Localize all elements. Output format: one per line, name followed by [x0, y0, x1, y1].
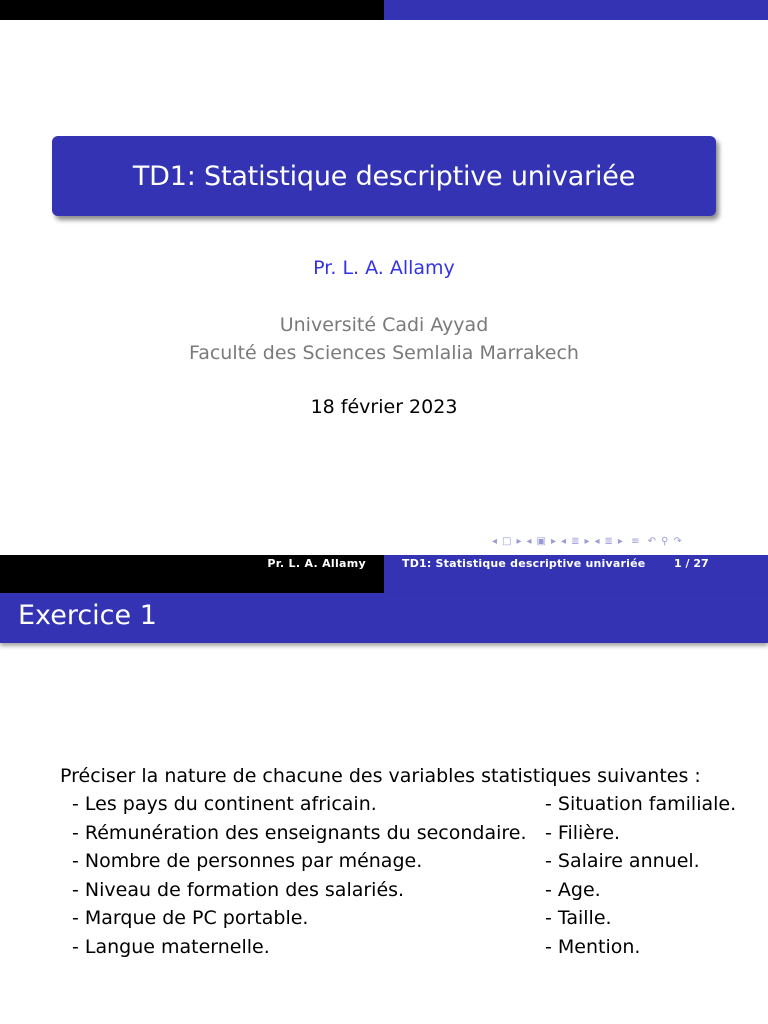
- institution-university: Université Cadi Ayyad: [279, 314, 489, 336]
- beamer-navigation-bar: [492, 535, 762, 549]
- nav-prev-toc-icon[interactable]: ◂: [594, 536, 600, 547]
- footer-author: Pr. L. A. Allamy: [267, 557, 366, 570]
- nav-next-section-icon[interactable]: ▸: [584, 536, 590, 547]
- nav-next-subsection-icon[interactable]: ▸: [551, 536, 557, 547]
- list-item: - Rémunération des enseignants du secondaire.: [72, 821, 527, 844]
- nav-search-icon[interactable]: ⚲: [661, 536, 669, 547]
- nav-prev-subsection-icon[interactable]: ◂: [526, 536, 532, 547]
- header-strip-right: [384, 0, 768, 20]
- list-item: - Mention.: [545, 935, 641, 958]
- author-link[interactable]: Pr. L. A. Allamy: [313, 257, 455, 279]
- header-strip: [0, 0, 768, 20]
- nav-undo-icon[interactable]: ↷: [673, 536, 682, 547]
- nav-next-toc-icon[interactable]: ▸: [617, 536, 623, 547]
- list-item: - Age.: [545, 878, 601, 901]
- exercise-intro: Préciser la nature de chacune des variables statistiques suivantes :: [60, 765, 701, 787]
- nav-toc-icon[interactable]: ≣: [604, 536, 613, 547]
- presentation-title: TD1: Statistique descriptive univariée: [132, 160, 636, 192]
- variables-list-left: [72, 792, 527, 963]
- nav-subsection-icon[interactable]: ▣: [536, 536, 546, 547]
- list-item: - Marque de PC portable.: [72, 907, 309, 929]
- nav-frame-icon[interactable]: □: [502, 536, 512, 547]
- nav-prev-section-icon[interactable]: ◂: [561, 536, 567, 547]
- list-item: - Salaire annuel.: [545, 850, 700, 872]
- list-item: - Situation familiale.: [545, 793, 737, 815]
- nav-next-frame-icon[interactable]: ▸: [516, 536, 522, 547]
- title-box: [52, 136, 716, 216]
- footer-page-number: 1 / 27: [674, 557, 709, 570]
- list-item: - Taille.: [545, 907, 612, 929]
- list-item: - Niveau de formation des salariés.: [72, 878, 405, 901]
- slide-footer: [0, 555, 768, 593]
- list-item: - Nombre de personnes par ménage.: [72, 850, 423, 872]
- presentation-date: 18 février 2023: [310, 396, 458, 418]
- footer-title: TD1: Statistique descriptive univariée: [402, 557, 646, 570]
- variables-list-right: [545, 792, 736, 963]
- list-item: - Langue maternelle.: [72, 935, 270, 958]
- nav-section-icon[interactable]: ≣: [571, 536, 580, 547]
- frame-title: Exercice 1: [18, 600, 157, 631]
- list-item: - Les pays du continent africain.: [72, 793, 377, 815]
- frame-title-bar: [0, 593, 768, 643]
- nav-back-icon[interactable]: ↶: [644, 536, 657, 547]
- header-strip-left: [0, 0, 384, 20]
- nav-align-icon[interactable]: ≡: [627, 536, 640, 547]
- footer-right: [384, 555, 768, 593]
- nav-prev-frame-icon[interactable]: ◂: [492, 536, 498, 547]
- institution-faculty: Faculté des Sciences Semlalia Marrakech: [189, 342, 579, 364]
- list-item: - Filière.: [545, 821, 621, 844]
- footer-left: [0, 555, 384, 593]
